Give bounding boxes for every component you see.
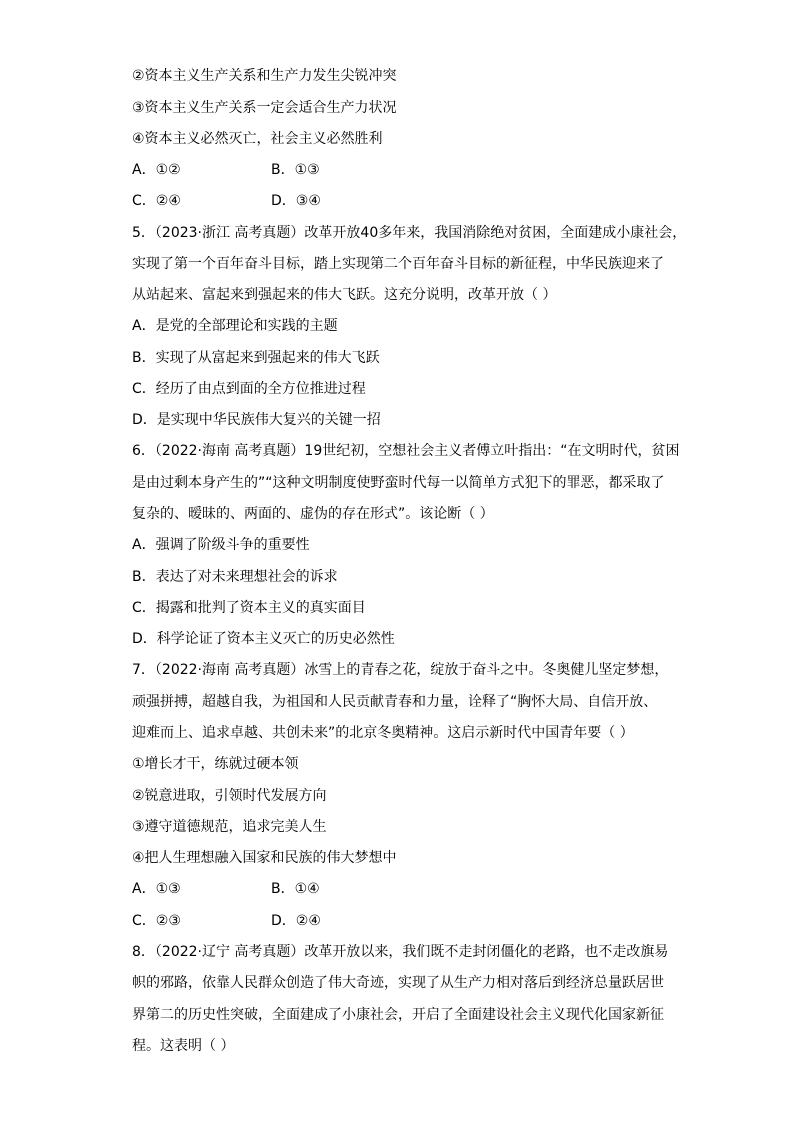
q5-stem-line: 实现了第一个百年奋斗目标，踏上实现第二个百年奋斗目标的新征程，中华民族迎来了: [132, 256, 664, 272]
q5-option-b: B．实现了从富起来到强起来的伟大飞跃: [132, 350, 380, 366]
q4-option-d: D．③④: [271, 193, 321, 209]
q6-option-d: D．科学论证了资本主义灭亡的历史必然性: [132, 631, 395, 647]
q6-stem-line: 复杂的、暧昧的、两面的、虚伪的存在形式”。该论断（ ）: [132, 506, 494, 522]
q8-stem-line: 界第二的历史性突破，全面建成了小康社会，开启了全面建设社会主义现代化国家新征: [132, 1007, 664, 1023]
q6-option-a: A．强调了阶级斗争的重要性: [132, 537, 310, 553]
q7-option-a: A．①③: [132, 881, 181, 897]
q5-stem-line: 5．（2023·浙江 高考真题）改革开放40多年来，我国消除绝对贫困，全面建成小康社会，: [132, 225, 687, 241]
q4-statement-4: ④资本主义必然灭亡，社会主义必然胜利: [132, 131, 383, 147]
q5-stem-line: 从站起来、富起来到强起来的伟大飞跃。这充分说明，改革开放（ ）: [132, 287, 557, 303]
q7-stem-line: 7．（2022·海南 高考真题）冰雪上的青春之花，绽放于奋斗之中。冬奥健儿坚定梦想，: [132, 662, 669, 678]
q7-stem-line: 迎难而上、追求卓越、共创未来”的北京冬奥精神。这启示新时代中国青年要（ ）: [132, 725, 634, 741]
q7-statement-1: ①增长才干，练就过硬本领: [132, 756, 299, 772]
q7-statement-2: ②锐意进取，引领时代发展方向: [132, 788, 327, 804]
q4-statement-2: ②资本主义生产关系和生产力发生尖锐冲突: [132, 68, 397, 84]
q7-statement-3: ③遵守道德规范，追求完美人生: [132, 819, 327, 835]
q8-stem-line: 帜的邪路，依靠人民群众创造了伟大奇迹，实现了从生产力相对落后到经济总量跃居世: [132, 975, 664, 991]
q6-option-c: C．揭露和批判了资本主义的真实面目: [132, 600, 366, 616]
q5-option-d: D．是实现中华民族伟大复兴的关键一招: [132, 412, 381, 428]
q5-option-a: A．是党的全部理论和实践的主题: [132, 318, 338, 334]
q8-stem-line: 程。这表明（ ）: [132, 1038, 235, 1054]
q6-stem-line: 6．（2022·海南 高考真题）19世纪初，空想社会主义者傅立叶指出：“在文明时代，贫困: [132, 443, 680, 459]
q8-stem-line: 8．（2022·辽宁 高考真题）改革开放以来，我们既不走封闭僵化的老路，也不走改旗易: [132, 944, 669, 960]
q6-option-b: B．表达了对未来理想社会的诉求: [132, 569, 338, 585]
q6-stem-line: 是由过剩本身产生的”“这种文明制度使野蛮时代每一以简单方式犯下的罪恶，都采取了: [132, 475, 665, 491]
q7-option-b: B．①④: [271, 881, 320, 897]
q7-option-d: D．②④: [271, 913, 321, 929]
q5-option-c: C．经历了由点到面的全方位推进过程: [132, 381, 366, 397]
q4-option-c: C．②④: [132, 193, 181, 209]
q7-option-c: C．②③: [132, 913, 181, 929]
q4-statement-3: ③资本主义生产关系一定会适合生产力状况: [132, 100, 397, 116]
q4-option-b: B．①③: [271, 162, 320, 178]
q7-stem-line: 顽强拼搏，超越自我，为祖国和人民贡献青春和力量，诠释了“胸怀大局、自信开放、: [132, 694, 658, 710]
q7-statement-4: ④把人生理想融入国家和民族的伟大梦想中: [132, 850, 397, 866]
q4-option-a: A．①②: [132, 162, 181, 178]
